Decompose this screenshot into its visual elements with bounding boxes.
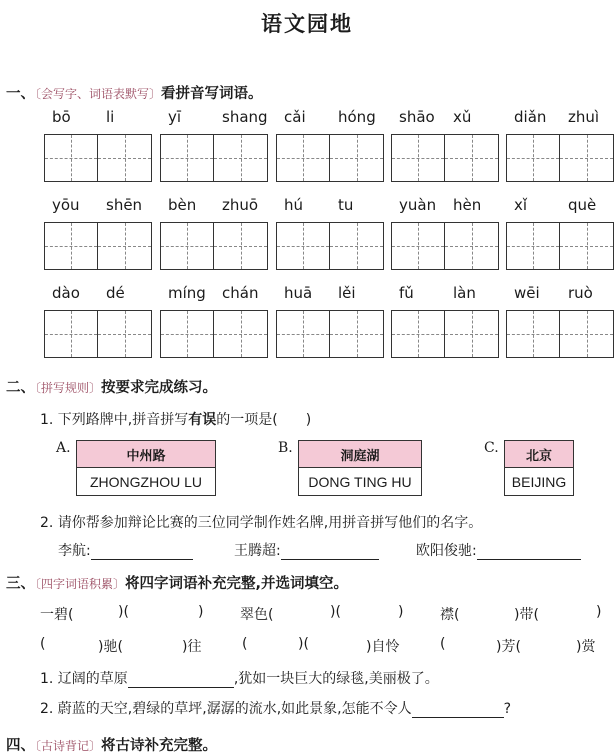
pinyin-syllable: zhuì bbox=[568, 108, 600, 126]
tianzi-grid-pair bbox=[506, 310, 614, 358]
tianzi-grid-pair bbox=[391, 310, 499, 358]
writing-cell[interactable] bbox=[214, 222, 268, 270]
option-label: C. bbox=[484, 440, 499, 456]
option-label: B. bbox=[278, 440, 293, 456]
answer-blank[interactable] bbox=[281, 543, 379, 560]
tianzi-grid-pair bbox=[160, 222, 268, 270]
section2-question2: 2. 请你帮参加辩论比赛的三位同学制作姓名牌,用拼音拼写他们的名字。 bbox=[40, 515, 483, 531]
writing-cell[interactable] bbox=[391, 310, 445, 358]
tianzi-grid-pair bbox=[160, 134, 268, 182]
pinyin-syllable: chán bbox=[222, 284, 259, 302]
pinyin-syllable: wēi bbox=[514, 284, 540, 302]
sign-chinese: 中州路 bbox=[77, 441, 215, 468]
pinyin-syllable: hóng bbox=[338, 108, 376, 126]
pinyin-syllable: xǔ bbox=[453, 108, 472, 126]
tianzi-grid-pair bbox=[506, 134, 614, 182]
writing-cell[interactable] bbox=[44, 222, 98, 270]
writing-cell[interactable] bbox=[330, 134, 384, 182]
writing-cell[interactable] bbox=[98, 134, 152, 182]
pinyin-syllable: zhuō bbox=[222, 196, 259, 214]
tianzi-grid-pair bbox=[44, 310, 152, 358]
writing-cell[interactable] bbox=[560, 310, 614, 358]
section3-number: 三、 bbox=[6, 576, 35, 592]
tianzi-grid-pair bbox=[276, 222, 384, 270]
writing-cell[interactable] bbox=[160, 310, 214, 358]
section3-question2: 2. 蔚蓝的天空,碧绿的草坪,潺潺的流水,如此景象,怎能不令人 ? bbox=[40, 701, 512, 717]
pinyin-syllable: tu bbox=[338, 196, 354, 214]
answer-blank[interactable] bbox=[91, 543, 193, 560]
writing-cell[interactable] bbox=[276, 222, 330, 270]
answer-blank[interactable] bbox=[412, 701, 504, 718]
pinyin-syllable: diǎn bbox=[514, 108, 547, 126]
writing-cell[interactable] bbox=[98, 310, 152, 358]
tianzi-grid-pair bbox=[276, 310, 384, 358]
writing-cell[interactable] bbox=[560, 222, 614, 270]
section3-tag: 〔四字词语积累〕 bbox=[35, 577, 126, 591]
tianzi-grid-pair bbox=[44, 222, 152, 270]
section1-tag: 〔会写字、词语表默写〕 bbox=[35, 87, 162, 101]
tianzi-grid-pair bbox=[44, 134, 152, 182]
writing-cell[interactable] bbox=[160, 222, 214, 270]
section4-instruction: 将古诗补充完整。 bbox=[101, 738, 218, 754]
sign-chinese: 洞庭湖 bbox=[299, 441, 421, 468]
writing-cell[interactable] bbox=[98, 222, 152, 270]
section1-heading bbox=[6, 82, 263, 103]
sign-pinyin: ZHONGZHOU LU bbox=[90, 474, 202, 490]
writing-cell[interactable] bbox=[506, 222, 560, 270]
writing-cell[interactable] bbox=[445, 222, 499, 270]
writing-cell[interactable] bbox=[506, 310, 560, 358]
tianzi-grid-pair bbox=[391, 222, 499, 270]
pinyin-syllable: làn bbox=[453, 284, 476, 302]
pinyin-syllable: xǐ bbox=[514, 196, 528, 214]
section2-number: 二、 bbox=[6, 380, 35, 396]
name-line-li: 李航: bbox=[58, 540, 193, 560]
section2-question1: 1. 下列路牌中,拼音拼写有误的一项是( ) bbox=[40, 412, 312, 428]
pinyin-syllable: cǎi bbox=[284, 108, 306, 126]
section1-number: 一、 bbox=[6, 86, 35, 102]
sign-pinyin: BEIJING bbox=[511, 474, 567, 490]
answer-blank[interactable] bbox=[477, 543, 581, 560]
writing-cell[interactable] bbox=[44, 310, 98, 358]
writing-cell[interactable] bbox=[506, 134, 560, 182]
pinyin-syllable: yuàn bbox=[399, 196, 437, 214]
section4-heading bbox=[6, 734, 217, 755]
pinyin-syllable: bō bbox=[52, 108, 71, 126]
section3-instruction: 将四字词语补充完整,并选词填空。 bbox=[125, 576, 349, 592]
idiom-row-2: ( )驰( )往 ( )( )自怜 ( )芳( )赏 bbox=[40, 636, 596, 655]
pinyin-syllable: hèn bbox=[453, 196, 482, 214]
answer-blank[interactable] bbox=[128, 671, 234, 688]
pinyin-syllable: shāo bbox=[399, 108, 435, 126]
section3-question1: 1. 辽阔的草原 ,犹如一块巨大的绿毯,美丽极了。 bbox=[40, 671, 439, 687]
sign-pinyin: DONG TING HU bbox=[308, 474, 412, 490]
writing-cell[interactable] bbox=[214, 134, 268, 182]
pinyin-syllable: yī bbox=[168, 108, 182, 126]
pinyin-syllable: què bbox=[568, 196, 597, 214]
writing-cell[interactable] bbox=[330, 222, 384, 270]
option-label: A. bbox=[56, 440, 71, 456]
section3-heading bbox=[6, 572, 348, 593]
pinyin-syllable: shang bbox=[222, 108, 268, 126]
section4-tag: 〔古诗背记〕 bbox=[35, 739, 102, 753]
writing-cell[interactable] bbox=[391, 222, 445, 270]
section1-instruction: 看拼音写词语。 bbox=[161, 86, 263, 102]
pinyin-syllable: dé bbox=[106, 284, 125, 302]
writing-cell[interactable] bbox=[214, 310, 268, 358]
section2-tag: 〔拼写规则〕 bbox=[35, 381, 102, 395]
sign-chinese: 北京 bbox=[505, 441, 573, 468]
pinyin-syllable: shēn bbox=[106, 196, 143, 214]
pinyin-syllable: lěi bbox=[338, 284, 356, 302]
writing-cell[interactable] bbox=[445, 310, 499, 358]
pinyin-syllable: huā bbox=[284, 284, 313, 302]
writing-cell[interactable] bbox=[330, 310, 384, 358]
idiom-row-1: 一碧( )( ) 翠色( )( ) 襟( )带( ) bbox=[40, 604, 602, 623]
pinyin-syllable: li bbox=[106, 108, 115, 126]
section4-number: 四、 bbox=[6, 738, 35, 754]
writing-cell[interactable] bbox=[391, 134, 445, 182]
pinyin-syllable: ruò bbox=[568, 284, 593, 302]
tianzi-grid-pair bbox=[276, 134, 384, 182]
page-title: 语文园地 bbox=[261, 12, 353, 36]
tianzi-grid-pair bbox=[160, 310, 268, 358]
pinyin-syllable: fǔ bbox=[399, 284, 414, 302]
writing-cell[interactable] bbox=[44, 134, 98, 182]
tianzi-grid-pair bbox=[506, 222, 614, 270]
pinyin-syllable: dào bbox=[52, 284, 80, 302]
name-line-ouyang: 欧阳俊驰: bbox=[416, 540, 581, 560]
pinyin-syllable: hú bbox=[284, 196, 304, 214]
writing-cell[interactable] bbox=[560, 134, 614, 182]
writing-cell[interactable] bbox=[445, 134, 499, 182]
pinyin-syllable: yōu bbox=[52, 196, 80, 214]
pinyin-syllable: míng bbox=[168, 284, 206, 302]
section2-instruction: 按要求完成练习。 bbox=[101, 380, 218, 396]
writing-cell[interactable] bbox=[160, 134, 214, 182]
writing-cell[interactable] bbox=[276, 134, 330, 182]
writing-cell[interactable] bbox=[276, 310, 330, 358]
name-line-wang: 王腾超: bbox=[234, 540, 379, 560]
tianzi-grid-pair bbox=[391, 134, 499, 182]
section2-heading bbox=[6, 376, 217, 397]
pinyin-syllable: bèn bbox=[168, 196, 197, 214]
